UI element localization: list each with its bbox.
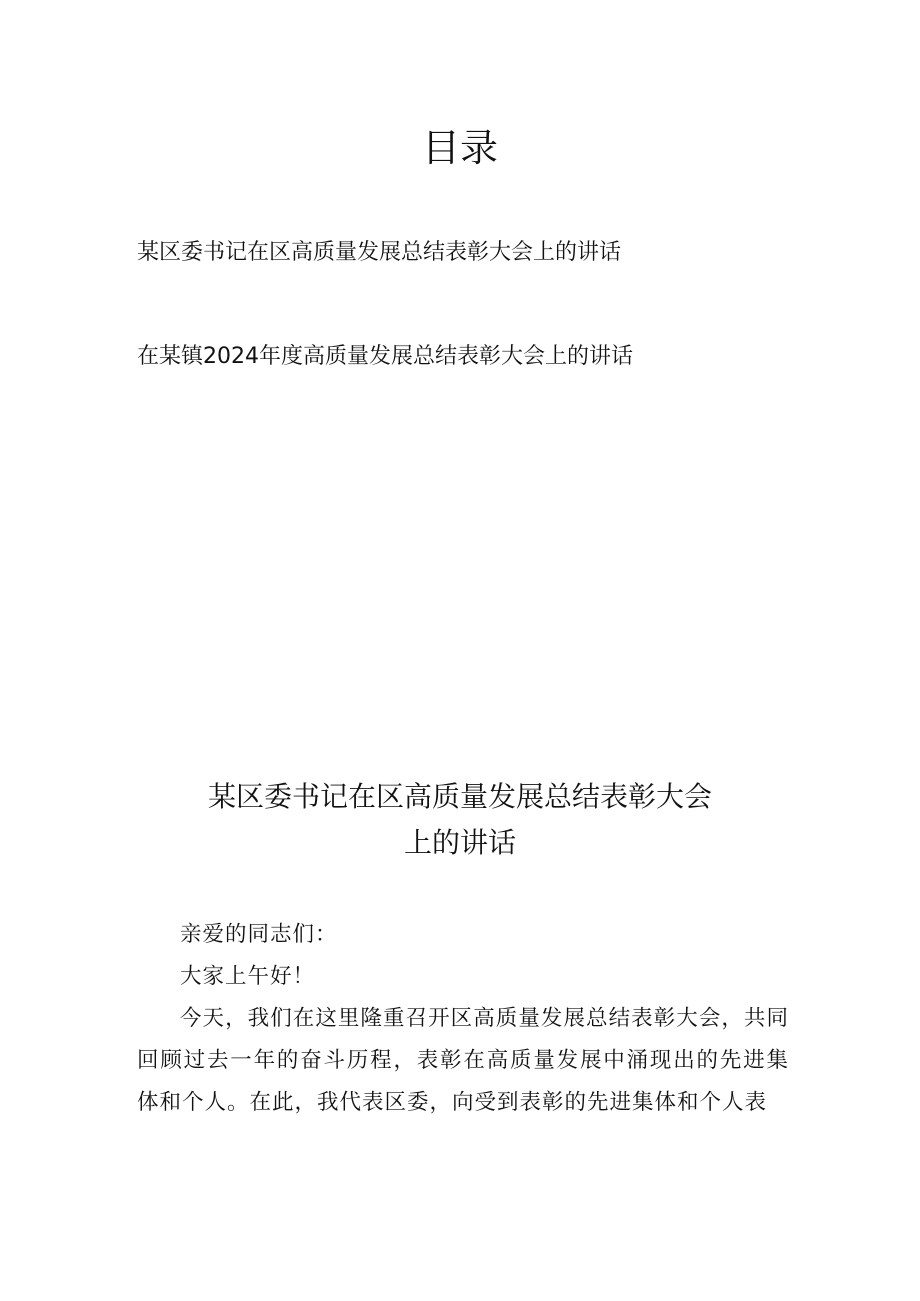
salutation: 亲爱的同志们： [180,922,338,947]
toc-list [137,236,837,444]
speech-title-line-2: 上的讲话 [403,826,516,859]
greeting: 大家上午好！ [180,964,316,989]
paragraph-1: 今天，我们在这里隆重召开区高质量发展总结表彰大会，共同回顾过去一年的奋斗历程，表彰在高质量发展中涌现出的先进集体和个人。在此，我代表区委，向受到表彰的先进集体和个人表 [137,1006,789,1115]
speech-title [0,774,920,866]
speech-body [137,914,789,1124]
toc-title: 目录 [421,126,498,170]
speech-title-line-1: 某区委书记在区高质量发展总结表彰大会 [207,780,712,813]
toc-item-2: 在某镇2024年度高质量发展总结表彰大会上的讲话 [137,344,633,369]
toc-item-1: 某区委书记在区高质量发展总结表彰大会上的讲话 [137,240,622,265]
